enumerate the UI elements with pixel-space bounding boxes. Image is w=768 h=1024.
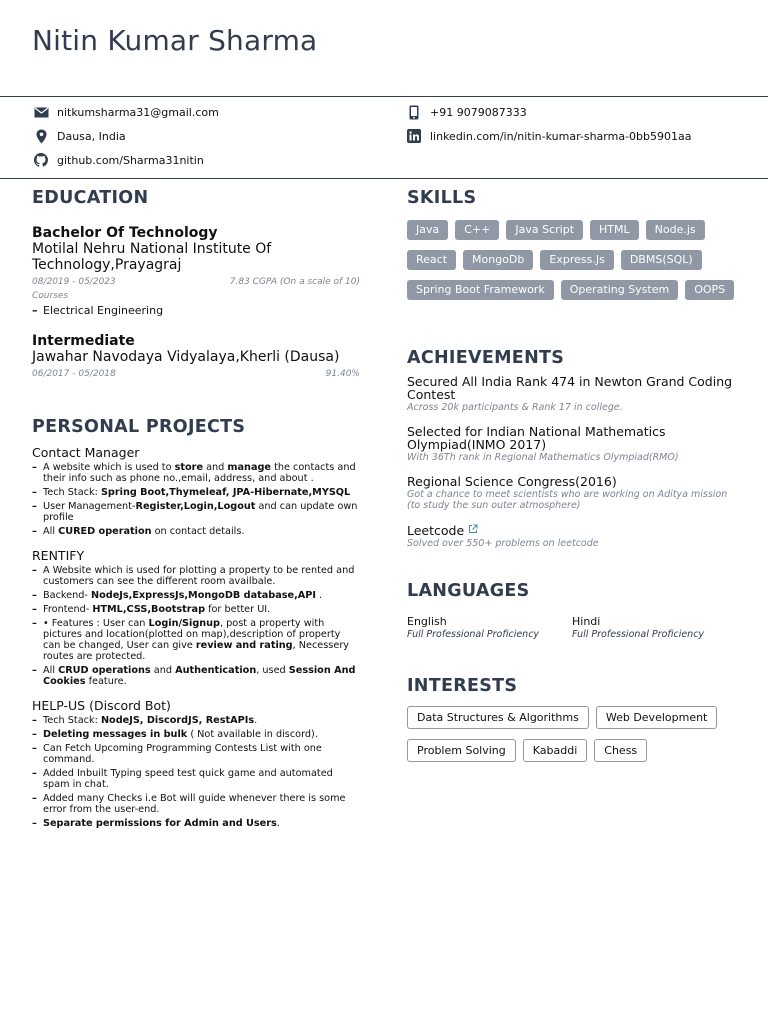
bold-text: Login/Signup: [148, 618, 220, 629]
contact-linkedin[interactable]: [406, 129, 692, 143]
text-segment: , used: [256, 665, 289, 676]
bullet-text: [43, 665, 360, 687]
achievements-heading: ACHIEVEMENTS: [407, 348, 565, 368]
bold-text: HTML,CSS,Bootstrap: [92, 604, 205, 615]
text-segment: A Website which is used for plotting a property to be rented and customers can see the different room availbale.: [43, 565, 355, 587]
education-heading: EDUCATION: [32, 188, 149, 208]
project-bullets: [32, 715, 360, 829]
achievement-title-text: Regional Science Congress(2016): [407, 474, 617, 489]
achievement-title[interactable]: [407, 523, 737, 537]
bullet-text: [43, 729, 318, 740]
bullet-text: [43, 462, 360, 484]
interest-tag: Data Structures & Algorithms: [407, 706, 589, 729]
project-item: [32, 548, 360, 687]
achievement-title-text: Selected for Indian National Mathematics Olympiad(INMO 2017): [407, 424, 666, 452]
skill-tag: Node.js: [646, 220, 705, 240]
skill-tag: Express.Js: [540, 250, 613, 270]
education-meta: [32, 277, 360, 287]
interests-list: [407, 706, 737, 762]
bullet-dash: –: [32, 793, 37, 804]
text-segment: , Necessery routes are protected.: [43, 640, 350, 662]
achievement-item: [407, 425, 737, 463]
bullet-dash: –: [32, 768, 37, 779]
mobile-phone-icon: [406, 105, 422, 119]
bullet-dash: –: [32, 462, 37, 473]
achievement-title-text: Leetcode: [407, 523, 465, 538]
linkedin-icon: [406, 129, 422, 143]
skill-tag: Java: [407, 220, 448, 240]
courses-label: Courses: [32, 291, 69, 301]
bullet-text: [43, 715, 257, 726]
bullet-dash: –: [32, 729, 37, 740]
skill-tag: Operating System: [561, 280, 679, 300]
project-bullet: [32, 768, 360, 790]
text-segment: Added many Checks i.e Bot will guide whenever there is some error from the user-end.: [43, 793, 346, 815]
text-segment: Tech Stack:: [43, 487, 101, 498]
linkedin-text: linkedin.com/in/nitin-kumar-sharma-0bb5901aa: [430, 129, 692, 143]
project-bullet: [32, 793, 360, 815]
phone-text: +91 9079087333: [430, 105, 527, 119]
skills-list: [407, 220, 737, 300]
project-bullet: [32, 590, 360, 601]
project-bullet: [32, 501, 360, 523]
project-title: RENTIFY: [32, 548, 85, 563]
project-bullet: [32, 565, 360, 587]
project-bullet: [32, 729, 360, 740]
language-level: Full Professional Proficiency: [572, 629, 705, 640]
bold-text: CURED operation: [58, 526, 152, 537]
email-text: nitkumsharma31@gmail.com: [57, 105, 219, 119]
education-dates: 06/2017 - 05/2018: [32, 369, 116, 379]
project-bullet: [32, 715, 360, 726]
bullet-dash: –: [32, 818, 37, 829]
map-pin-icon: [33, 129, 49, 143]
bold-text: CRUD operations: [58, 665, 151, 676]
achievement-title: [407, 375, 737, 401]
contact-phone[interactable]: [406, 105, 527, 119]
achievement-description: Across 20k participants & Rank 17 in college.: [407, 402, 623, 413]
text-segment: .: [276, 818, 280, 829]
text-segment: All: [43, 665, 59, 676]
education-item: [32, 225, 360, 317]
bullet-dash: –: [32, 304, 38, 317]
text-segment: A website which is used to: [43, 462, 175, 473]
school-name: Jawahar Navodaya Vidyalaya,Kherli (Dausa): [32, 349, 340, 365]
projects-list: [32, 445, 360, 829]
text-segment: .: [315, 590, 323, 601]
bold-text: Spring Boot,Thymeleaf, JPA-Hibernate,MYSQL: [100, 487, 351, 498]
text-segment: for better UI.: [205, 604, 271, 615]
course-item: [32, 304, 360, 317]
text-segment: , post a property with pictures and location(plotted on map),description of property can be changed, User can give: [43, 618, 341, 651]
skills-heading: SKILLS: [407, 188, 477, 208]
skill-tag: React: [407, 250, 456, 270]
text-segment: and: [203, 462, 228, 473]
skill-tag: DBMS(SQL): [621, 250, 702, 270]
bullet-text: [43, 818, 280, 829]
right-column: [407, 188, 737, 762]
project-item: [32, 445, 360, 537]
text-segment: Frontend-: [43, 604, 93, 615]
contact-bar: [0, 96, 768, 179]
bullet-dash: –: [32, 565, 37, 576]
project-bullet: [32, 818, 360, 829]
education-item: [32, 333, 360, 379]
skill-tag: C++: [455, 220, 499, 240]
skill-tag: OOPS: [685, 280, 734, 300]
contact-github[interactable]: [33, 153, 204, 167]
project-bullet: [32, 487, 360, 498]
achievement-title: [407, 475, 737, 488]
contact-location: [33, 129, 126, 143]
achievements-list: [407, 375, 737, 549]
project-item: [32, 698, 360, 829]
achievement-item: [407, 375, 737, 413]
language-name: English: [407, 615, 447, 628]
text-segment: the contacts and their info such as phone no.,email, address, and about .: [43, 462, 356, 484]
bullet-text: [43, 590, 322, 601]
project-bullet: [32, 604, 360, 615]
bold-text: Separate permissions for Admin and Users: [43, 818, 277, 829]
bold-text: NodeJS, DiscordJS, RestAPIs: [100, 715, 255, 726]
project-bullet: [32, 743, 360, 765]
education-meta: [32, 369, 360, 379]
bullet-dash: –: [32, 501, 37, 512]
bullet-dash: –: [32, 526, 37, 537]
bullet-text: [43, 768, 360, 790]
interest-tag: Kabaddi: [523, 739, 588, 762]
text-segment: All: [43, 526, 59, 537]
bullet-dash: –: [32, 665, 37, 676]
text-segment: Added Inbuilt Typing speed test quick game and automated spam in chat.: [43, 768, 333, 790]
project-bullet: [32, 665, 360, 687]
bullet-text: [43, 743, 360, 765]
language-name: Hindi: [572, 615, 601, 628]
text-segment: User Management-: [43, 501, 136, 512]
contact-email[interactable]: [33, 105, 219, 119]
skill-tag: MongoDb: [463, 250, 533, 270]
text-segment: and can update own profile: [43, 501, 358, 523]
text-segment: and: [150, 665, 176, 676]
bullet-text: [43, 501, 360, 523]
bullet-text: [43, 487, 350, 498]
bullet-text: [43, 793, 360, 815]
text-segment: .: [254, 715, 258, 726]
bullet-text: [43, 618, 360, 662]
bold-text: NodeJs,ExpressJs,MongoDB database,API: [91, 590, 316, 601]
project-bullet: [32, 462, 360, 484]
achievement-title-text: Secured All India Rank 474 in Newton Grand Coding Contest: [407, 374, 733, 402]
bold-text: Session And Cookies: [43, 665, 356, 687]
course-name: Electrical Engineering: [43, 304, 164, 317]
projects-heading: PERSONAL PROJECTS: [32, 417, 246, 437]
bullet-dash: –: [32, 604, 37, 615]
text-segment: feature.: [85, 676, 127, 687]
text-segment: Backend-: [43, 590, 91, 601]
resume-name: Nitin Kumar Sharma: [32, 24, 318, 57]
achievement-description: Got a chance to meet scientists who are working on Aditya mission (to study the sun outer atmosphere): [407, 489, 728, 511]
interest-tag: Problem Solving: [407, 739, 516, 762]
left-column: [32, 188, 360, 832]
bullet-text: [43, 526, 244, 537]
bold-text: manage: [227, 462, 271, 473]
achievement-description: With 36Th rank in Regional Mathematics Olympiad(RMO): [407, 452, 679, 463]
text-segment: Can Fetch Upcoming Programming Contests List with one command.: [43, 743, 322, 765]
bold-text: Authentication: [175, 665, 257, 676]
education-dates: 08/2019 - 05/2023: [32, 277, 116, 287]
project-title: Contact Manager: [32, 445, 140, 460]
bullet-dash: –: [32, 590, 37, 601]
degree-title: Intermediate: [32, 333, 135, 349]
text-segment: on contact details.: [151, 526, 245, 537]
interests-heading: INTERESTS: [407, 676, 518, 696]
github-icon: [33, 153, 49, 167]
languages-heading: LANGUAGES: [407, 581, 530, 601]
skill-tag: Spring Boot Framework: [407, 280, 554, 300]
project-title: HELP-US (Discord Bot): [32, 698, 171, 713]
text-segment: Tech Stack:: [43, 715, 101, 726]
skill-tag: HTML: [590, 220, 639, 240]
languages-list: [407, 615, 737, 640]
bold-text: Deleting messages in bulk: [43, 729, 188, 740]
project-bullet: [32, 618, 360, 662]
bullet-dash: –: [32, 618, 37, 629]
bullet-dash: –: [32, 743, 37, 754]
bullet-dash: –: [32, 487, 37, 498]
project-bullet: [32, 526, 360, 537]
education-score: 91.40%: [325, 369, 360, 379]
bold-text: Register,Login,Logout: [135, 501, 256, 512]
envelope-icon: [33, 105, 49, 119]
external-link-icon[interactable]: [468, 523, 478, 536]
bullet-text: [43, 565, 360, 587]
project-bullets: [32, 462, 360, 537]
school-name: Motilal Nehru National Institute Of Technology,Prayagraj: [32, 241, 272, 273]
interest-tag: Web Development: [596, 706, 718, 729]
interest-tag: Chess: [594, 739, 647, 762]
bold-text: review and rating: [195, 640, 293, 651]
github-text: github.com/Sharma31nitin: [57, 153, 204, 167]
degree-title: Bachelor Of Technology: [32, 225, 218, 241]
project-bullets: [32, 565, 360, 687]
education-score: 7.83 CGPA (On a scale of 10): [229, 277, 360, 287]
bullet-text: [43, 604, 270, 615]
text-segment: ( Not available in discord).: [187, 729, 318, 740]
location-text: Dausa, India: [57, 129, 126, 143]
text-segment: • Features : User can: [43, 618, 149, 629]
language-level: Full Professional Proficiency: [407, 629, 540, 640]
achievement-description: Solved over 550+ problems on leetcode: [407, 538, 599, 549]
language-item: [572, 615, 737, 640]
achievement-title: [407, 425, 737, 451]
language-item: [407, 615, 572, 640]
achievement-item: [407, 475, 737, 511]
bullet-dash: –: [32, 715, 37, 726]
bold-text: store: [174, 462, 204, 473]
skill-tag: Java Script: [506, 220, 583, 240]
achievement-item: [407, 523, 737, 549]
